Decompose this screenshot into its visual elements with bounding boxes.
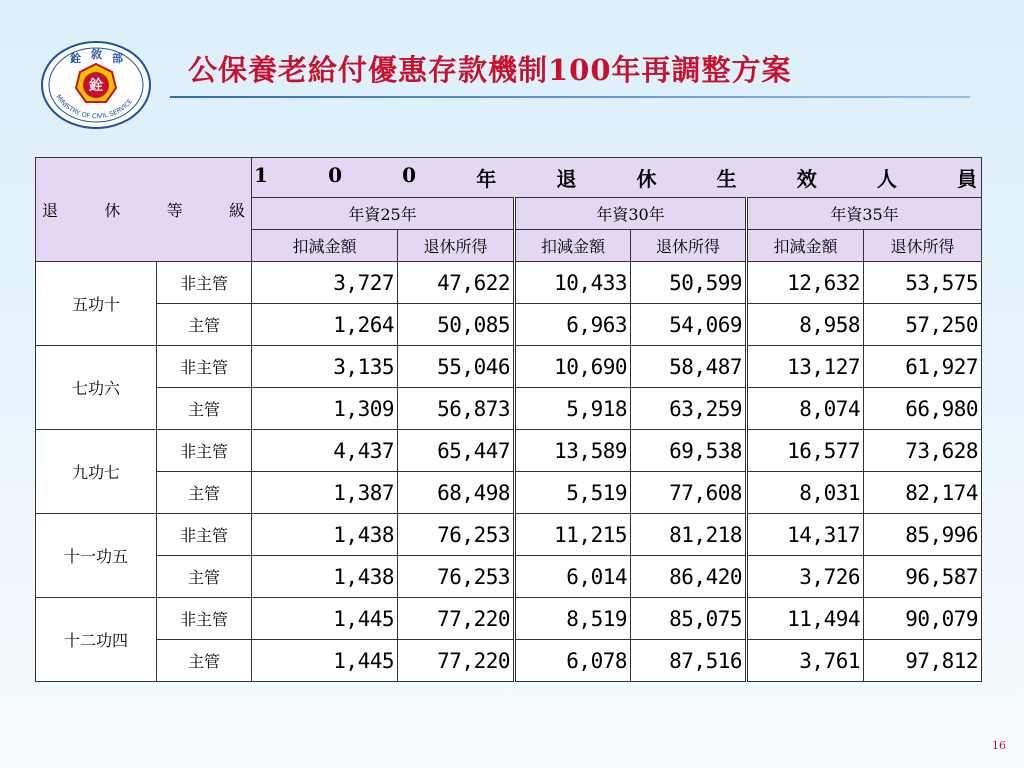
- deduction-amount-cell: 10,690: [515, 346, 631, 388]
- retirement-income-table: [35, 157, 982, 682]
- slide-title: 公保養老給付優惠存款機制100年再調整方案: [188, 53, 792, 87]
- position-cell: 非主管: [157, 346, 252, 388]
- rank-header-char: 休: [104, 201, 121, 220]
- deduction-amount-cell: 8,031: [747, 472, 864, 514]
- position-cell: 非主管: [157, 262, 252, 304]
- retirement-income-cell: 65,447: [398, 430, 515, 472]
- rank-cell: 五功十: [36, 262, 157, 346]
- retirement-income-cell: 69,538: [631, 430, 747, 472]
- group-header-char: 退: [556, 167, 577, 191]
- column-header: 退休所得: [631, 230, 747, 262]
- rank-header-char: 退: [42, 201, 59, 220]
- table-row: [36, 388, 982, 430]
- deduction-amount-cell: 3,726: [747, 556, 864, 598]
- group-header-char: 人: [876, 167, 897, 191]
- deduction-amount-cell: 3,727: [252, 262, 398, 304]
- deduction-amount-cell: 13,589: [515, 430, 631, 472]
- retirement-income-cell: 87,516: [631, 640, 747, 682]
- retirement-income-cell: 58,487: [631, 346, 747, 388]
- position-cell: 主管: [157, 472, 252, 514]
- column-header: 退休所得: [864, 230, 982, 262]
- group-header-char: 1: [254, 163, 268, 187]
- group-header-char: 生: [716, 167, 737, 191]
- deduction-amount-cell: 11,215: [515, 514, 631, 556]
- retirement-income-cell: 53,575: [864, 262, 982, 304]
- position-cell: 非主管: [157, 598, 252, 640]
- deduction-amount-cell: 5,918: [515, 388, 631, 430]
- position-cell: 非主管: [157, 430, 252, 472]
- position-cell: 主管: [157, 556, 252, 598]
- rank-cell: 十一功五: [36, 514, 157, 598]
- retirement-income-cell: 82,174: [864, 472, 982, 514]
- rank-cell: 十二功四: [36, 598, 157, 682]
- retirement-income-cell: 54,069: [631, 304, 747, 346]
- column-header: 扣減金額: [515, 230, 631, 262]
- retirement-income-cell: 56,873: [398, 388, 515, 430]
- table-row: [36, 346, 982, 388]
- retirement-income-cell: 90,079: [864, 598, 982, 640]
- deduction-amount-cell: 4,437: [252, 430, 398, 472]
- logo-center-char: 銓: [89, 78, 103, 94]
- group-header-char: 年: [476, 167, 497, 191]
- logo-top-char-2: 敘: [91, 48, 102, 61]
- retirement-income-cell: 50,599: [631, 262, 747, 304]
- deduction-amount-cell: 1,309: [252, 388, 398, 430]
- deduction-amount-cell: 12,632: [747, 262, 864, 304]
- deduction-amount-cell: 6,014: [515, 556, 631, 598]
- logo-top-char-1: 銓: [70, 52, 81, 65]
- table-row: [36, 514, 982, 556]
- table-row: [36, 556, 982, 598]
- rank-cell: 七功六: [36, 346, 157, 430]
- column-header: 扣減金額: [747, 230, 864, 262]
- deduction-amount-cell: 13,127: [747, 346, 864, 388]
- group-header: [252, 158, 982, 198]
- deduction-amount-cell: 1,445: [252, 640, 398, 682]
- retirement-income-cell: 61,927: [864, 346, 982, 388]
- retirement-income-cell: 47,622: [398, 262, 515, 304]
- retirement-income-cell: 55,046: [398, 346, 515, 388]
- page-number: 16: [992, 739, 1006, 752]
- table-row: [36, 430, 982, 472]
- retirement-income-cell: 85,996: [864, 514, 982, 556]
- table-row: [36, 472, 982, 514]
- rank-header: [36, 158, 252, 262]
- deduction-amount-cell: 3,135: [252, 346, 398, 388]
- retirement-income-cell: 66,980: [864, 388, 982, 430]
- deduction-amount-cell: 1,438: [252, 514, 398, 556]
- seniority-header: 年資25年: [252, 198, 515, 230]
- group-header-char: 0: [402, 163, 417, 187]
- column-header: 扣減金額: [252, 230, 398, 262]
- ministry-seal-icon: [40, 40, 152, 130]
- retirement-income-cell: 77,608: [631, 472, 747, 514]
- retirement-income-cell: 76,253: [398, 556, 515, 598]
- retirement-income-cell: 57,250: [864, 304, 982, 346]
- retirement-income-cell: 73,628: [864, 430, 982, 472]
- ministry-logo: [40, 40, 152, 130]
- rank-header-char: 等: [166, 201, 183, 220]
- group-header-char: 休: [636, 167, 657, 191]
- table-row: [36, 304, 982, 346]
- deduction-amount-cell: 8,519: [515, 598, 631, 640]
- deduction-amount-cell: 3,761: [747, 640, 864, 682]
- deduction-amount-cell: 8,958: [747, 304, 864, 346]
- retirement-income-cell: 81,218: [631, 514, 747, 556]
- title-underline: [170, 96, 970, 98]
- seniority-header: 年資35年: [747, 198, 982, 230]
- deduction-amount-cell: 5,519: [515, 472, 631, 514]
- table-row: [36, 598, 982, 640]
- deduction-amount-cell: 8,074: [747, 388, 864, 430]
- position-cell: 主管: [157, 304, 252, 346]
- table-row: [36, 640, 982, 682]
- retirement-income-cell: 63,259: [631, 388, 747, 430]
- deduction-amount-cell: 1,438: [252, 556, 398, 598]
- deduction-amount-cell: 6,963: [515, 304, 631, 346]
- retirement-income-cell: 76,253: [398, 514, 515, 556]
- position-cell: 主管: [157, 388, 252, 430]
- deduction-amount-cell: 1,264: [252, 304, 398, 346]
- group-header-char: 0: [328, 163, 342, 187]
- deduction-amount-cell: 14,317: [747, 514, 864, 556]
- retirement-income-cell: 85,075: [631, 598, 747, 640]
- position-cell: 主管: [157, 640, 252, 682]
- rank-header-char: 級: [228, 201, 245, 220]
- retirement-income-cell: 77,220: [398, 640, 515, 682]
- retirement-income-cell: 96,587: [864, 556, 982, 598]
- table-row: [36, 262, 982, 304]
- deduction-amount-cell: 6,078: [515, 640, 631, 682]
- deduction-amount-cell: 1,445: [252, 598, 398, 640]
- group-header-char: 員: [957, 167, 978, 191]
- deduction-amount-cell: 1,387: [252, 472, 398, 514]
- deduction-amount-cell: 16,577: [747, 430, 864, 472]
- retirement-income-cell: 97,812: [864, 640, 982, 682]
- seniority-header: 年資30年: [515, 198, 747, 230]
- retirement-income-cell: 77,220: [398, 598, 515, 640]
- retirement-income-cell: 68,498: [398, 472, 515, 514]
- retirement-income-cell: 86,420: [631, 556, 747, 598]
- rank-cell: 九功七: [36, 430, 157, 514]
- logo-top-char-3: 部: [112, 52, 123, 65]
- retirement-income-cell: 50,085: [398, 304, 515, 346]
- position-cell: 非主管: [157, 514, 252, 556]
- deduction-amount-cell: 11,494: [747, 598, 864, 640]
- group-header-char: 效: [796, 167, 817, 191]
- column-header: 退休所得: [398, 230, 515, 262]
- logo-ring-text: MINISTRY OF CIVIL SERVICE: [54, 93, 135, 121]
- deduction-amount-cell: 10,433: [515, 262, 631, 304]
